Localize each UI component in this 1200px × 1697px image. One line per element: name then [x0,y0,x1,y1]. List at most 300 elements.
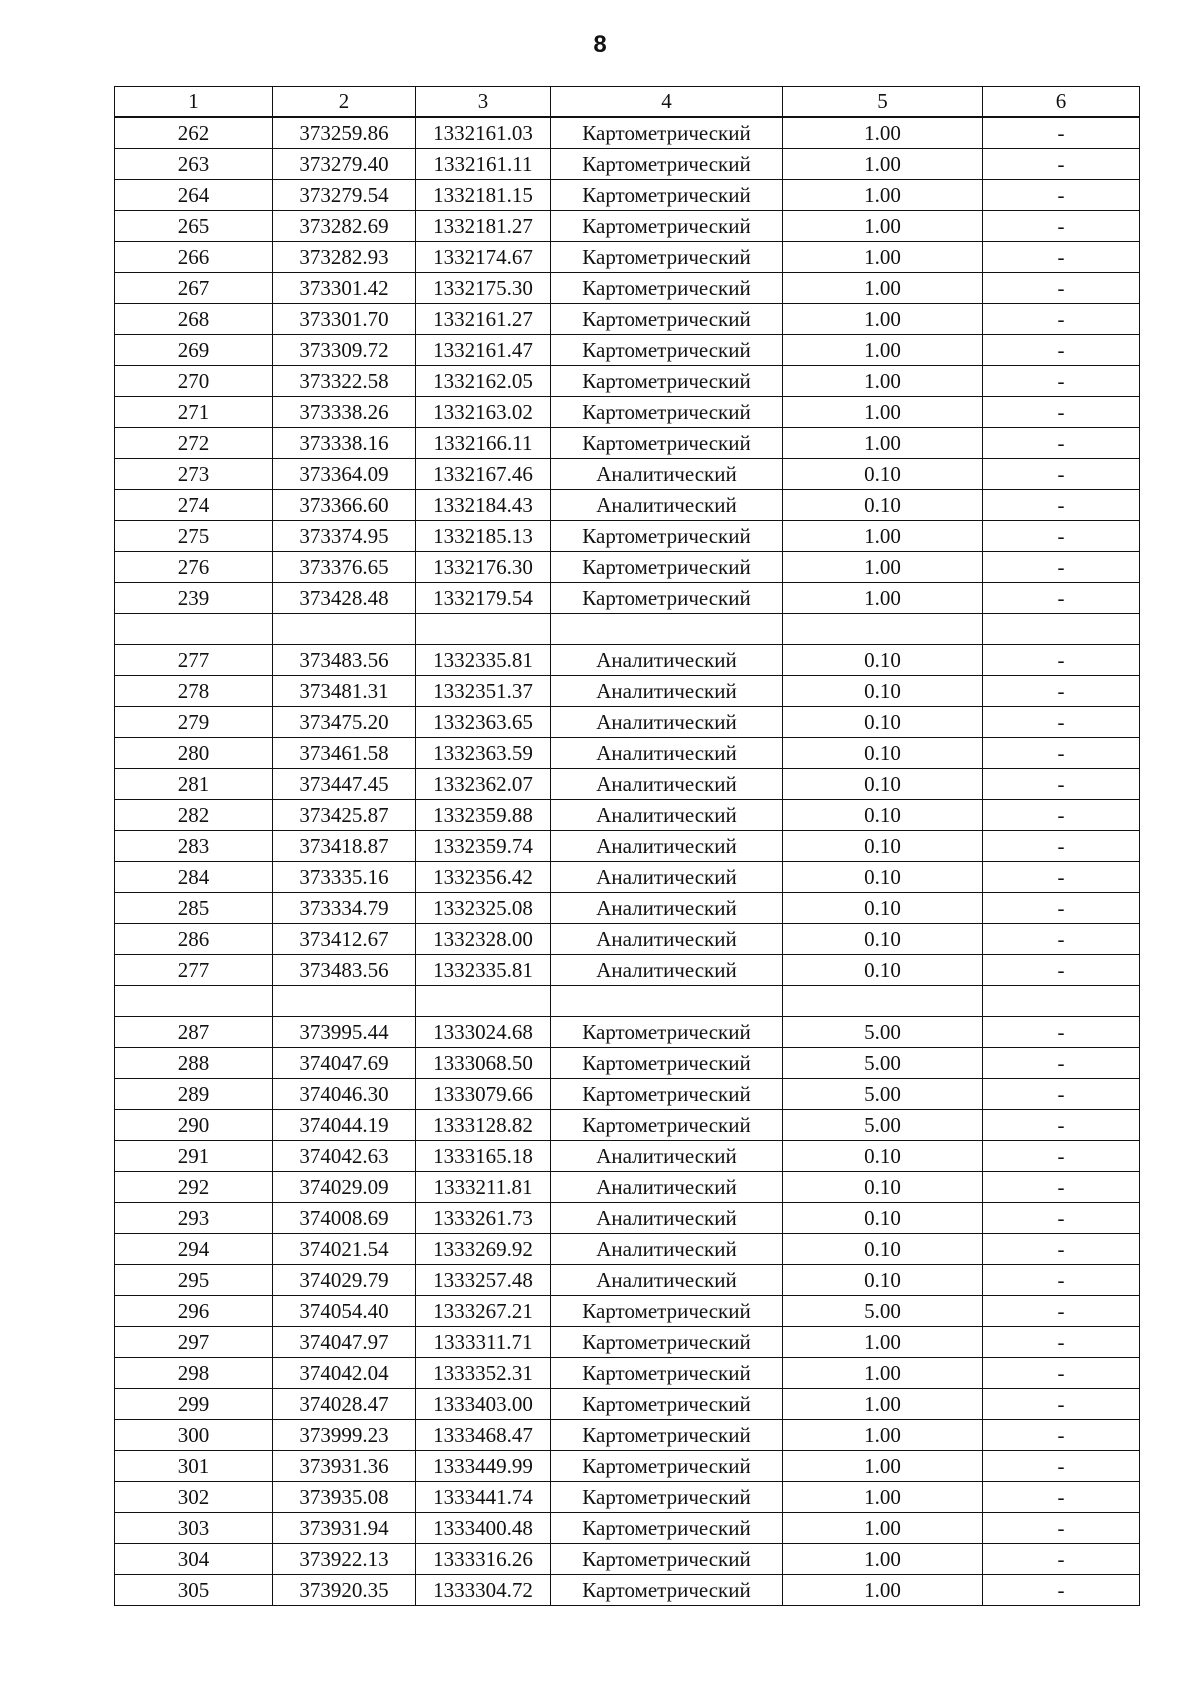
x-coordinate-cell: 374008.69 [273,1203,416,1234]
table-row [115,645,1140,676]
table-row [115,1544,1140,1575]
method-cell: Аналитический [551,676,783,707]
column-header-6: 6 [983,87,1140,118]
table-row [115,273,1140,304]
x-coordinate-cell: 373322.58 [273,366,416,397]
table-row [115,552,1140,583]
table-row [115,924,1140,955]
x-coordinate-cell: 374042.04 [273,1358,416,1389]
y-coordinate-cell: 1332325.08 [416,893,551,924]
note-cell: - [983,769,1140,800]
y-coordinate-cell: 1332335.81 [416,955,551,986]
x-coordinate-cell: 373920.35 [273,1575,416,1606]
method-cell: Аналитический [551,831,783,862]
note-cell: - [983,335,1140,366]
y-coordinate-cell: 1332161.27 [416,304,551,335]
note-cell: - [983,490,1140,521]
table-row [115,1451,1140,1482]
x-coordinate-cell: 373461.58 [273,738,416,769]
y-coordinate-cell: 1333468.47 [416,1420,551,1451]
accuracy-cell: 0.10 [783,831,983,862]
accuracy-cell: 5.00 [783,1296,983,1327]
method-cell: Картометрический [551,521,783,552]
accuracy-cell: 1.00 [783,304,983,335]
point-number-cell: 239 [115,583,273,614]
y-coordinate-cell: 1333267.21 [416,1296,551,1327]
x-coordinate-cell: 373935.08 [273,1482,416,1513]
x-coordinate-cell: 374029.79 [273,1265,416,1296]
y-coordinate-cell: 1332161.11 [416,149,551,180]
table-row [115,1296,1140,1327]
method-cell: Картометрический [551,304,783,335]
table-row [115,1265,1140,1296]
note-cell: - [983,738,1140,769]
method-cell: Аналитический [551,1234,783,1265]
y-coordinate-cell: 1333211.81 [416,1172,551,1203]
x-coordinate-cell: 374054.40 [273,1296,416,1327]
x-coordinate-cell: 373481.31 [273,676,416,707]
page-number: 8 [593,31,607,58]
accuracy-cell: 0.10 [783,955,983,986]
y-coordinate-cell: 1332362.07 [416,769,551,800]
note-cell: - [983,924,1140,955]
note-cell: - [983,428,1140,459]
y-coordinate-cell: 1333269.92 [416,1234,551,1265]
point-number-cell: 267 [115,273,273,304]
point-number-cell: 304 [115,1544,273,1575]
y-coordinate-cell: 1332363.59 [416,738,551,769]
table-row [115,1482,1140,1513]
point-number-cell: 296 [115,1296,273,1327]
accuracy-cell: 5.00 [783,1079,983,1110]
accuracy-cell: 1.00 [783,211,983,242]
note-cell: - [983,1482,1140,1513]
x-coordinate-cell [273,614,416,645]
point-number-cell: 269 [115,335,273,366]
x-coordinate-cell: 373376.65 [273,552,416,583]
accuracy-cell: 1.00 [783,335,983,366]
y-coordinate-cell: 1332161.03 [416,117,551,149]
y-coordinate-cell: 1333403.00 [416,1389,551,1420]
method-cell: Картометрический [551,1110,783,1141]
point-number-cell: 263 [115,149,273,180]
method-cell: Аналитический [551,1265,783,1296]
note-cell: - [983,1358,1140,1389]
y-coordinate-cell: 1333304.72 [416,1575,551,1606]
accuracy-cell [783,986,983,1017]
point-number-cell: 273 [115,459,273,490]
point-number-cell: 302 [115,1482,273,1513]
note-cell: - [983,1513,1140,1544]
accuracy-cell: 0.10 [783,924,983,955]
table-row [115,1203,1140,1234]
note-cell: - [983,366,1140,397]
x-coordinate-cell: 374028.47 [273,1389,416,1420]
y-coordinate-cell: 1332167.46 [416,459,551,490]
x-coordinate-cell [273,986,416,1017]
accuracy-cell: 1.00 [783,149,983,180]
accuracy-cell: 0.10 [783,707,983,738]
column-header-5: 5 [783,87,983,118]
method-cell: Аналитический [551,955,783,986]
y-coordinate-cell: 1333257.48 [416,1265,551,1296]
table-row [115,1017,1140,1048]
x-coordinate-cell: 373338.16 [273,428,416,459]
table-row [115,521,1140,552]
accuracy-cell: 1.00 [783,1327,983,1358]
point-number-cell: 277 [115,955,273,986]
y-coordinate-cell: 1332181.15 [416,180,551,211]
accuracy-cell: 1.00 [783,242,983,273]
y-coordinate-cell [416,986,551,1017]
method-cell: Картометрический [551,1451,783,1482]
point-number-cell: 305 [115,1575,273,1606]
method-cell: Аналитический [551,924,783,955]
accuracy-cell: 1.00 [783,1544,983,1575]
x-coordinate-cell: 373999.23 [273,1420,416,1451]
y-coordinate-cell: 1333068.50 [416,1048,551,1079]
method-cell: Картометрический [551,1513,783,1544]
accuracy-cell: 5.00 [783,1110,983,1141]
table-row [115,676,1140,707]
method-cell: Аналитический [551,1141,783,1172]
method-cell: Картометрический [551,149,783,180]
point-number-cell: 262 [115,117,273,149]
y-coordinate-cell: 1333024.68 [416,1017,551,1048]
method-cell [551,986,783,1017]
point-number-cell [115,986,273,1017]
method-cell: Картометрический [551,1079,783,1110]
y-coordinate-cell: 1332328.00 [416,924,551,955]
x-coordinate-cell: 374029.09 [273,1172,416,1203]
note-cell: - [983,1575,1140,1606]
table-row [115,831,1140,862]
accuracy-cell: 0.10 [783,1265,983,1296]
note-cell: - [983,1110,1140,1141]
x-coordinate-cell: 374046.30 [273,1079,416,1110]
table-row [115,397,1140,428]
method-cell: Картометрический [551,1420,783,1451]
accuracy-cell: 5.00 [783,1048,983,1079]
table-row [115,738,1140,769]
table-row [115,149,1140,180]
point-number-cell: 285 [115,893,273,924]
method-cell: Аналитический [551,738,783,769]
note-cell: - [983,1265,1140,1296]
y-coordinate-cell: 1332359.74 [416,831,551,862]
accuracy-cell: 1.00 [783,552,983,583]
x-coordinate-cell: 373301.70 [273,304,416,335]
point-number-cell: 284 [115,862,273,893]
method-cell: Аналитический [551,862,783,893]
point-number-cell: 282 [115,800,273,831]
point-number-cell: 298 [115,1358,273,1389]
method-cell: Картометрический [551,117,783,149]
table-row [115,1389,1140,1420]
point-number-cell: 292 [115,1172,273,1203]
note-cell: - [983,1079,1140,1110]
method-cell: Картометрический [551,1048,783,1079]
table-separator-row [115,614,1140,645]
accuracy-cell: 1.00 [783,1575,983,1606]
note-cell: - [983,707,1140,738]
table-row [115,955,1140,986]
x-coordinate-cell: 373374.95 [273,521,416,552]
point-number-cell: 288 [115,1048,273,1079]
point-number-cell: 277 [115,645,273,676]
method-cell: Картометрический [551,242,783,273]
point-number-cell: 299 [115,1389,273,1420]
y-coordinate-cell [416,614,551,645]
point-number-cell: 271 [115,397,273,428]
column-header-4: 4 [551,87,783,118]
x-coordinate-cell: 374021.54 [273,1234,416,1265]
note-cell: - [983,1327,1140,1358]
method-cell: Картометрический [551,366,783,397]
method-cell: Картометрический [551,1327,783,1358]
method-cell: Картометрический [551,273,783,304]
method-cell: Аналитический [551,769,783,800]
method-cell: Картометрический [551,1296,783,1327]
method-cell: Аналитический [551,645,783,676]
accuracy-cell: 1.00 [783,397,983,428]
point-number-cell: 289 [115,1079,273,1110]
x-coordinate-cell: 373425.87 [273,800,416,831]
point-number-cell: 268 [115,304,273,335]
x-coordinate-cell: 373338.26 [273,397,416,428]
method-cell: Картометрический [551,1482,783,1513]
y-coordinate-cell: 1332174.67 [416,242,551,273]
note-cell: - [983,273,1140,304]
x-coordinate-cell: 373483.56 [273,645,416,676]
accuracy-cell: 1.00 [783,521,983,552]
note-cell: - [983,149,1140,180]
point-number-cell: 300 [115,1420,273,1451]
y-coordinate-cell: 1333316.26 [416,1544,551,1575]
method-cell: Картометрический [551,1575,783,1606]
method-cell: Картометрический [551,1017,783,1048]
accuracy-cell: 1.00 [783,1389,983,1420]
accuracy-cell: 1.00 [783,1358,983,1389]
accuracy-cell: 0.10 [783,738,983,769]
x-coordinate-cell: 373279.40 [273,149,416,180]
point-number-cell: 280 [115,738,273,769]
y-coordinate-cell: 1332161.47 [416,335,551,366]
accuracy-cell: 1.00 [783,117,983,149]
note-cell [983,986,1140,1017]
accuracy-cell: 1.00 [783,273,983,304]
method-cell: Аналитический [551,1172,783,1203]
note-cell: - [983,955,1140,986]
table-row [115,1358,1140,1389]
y-coordinate-cell: 1332175.30 [416,273,551,304]
accuracy-cell: 0.10 [783,1234,983,1265]
table-row [115,862,1140,893]
point-number-cell: 278 [115,676,273,707]
note-cell: - [983,180,1140,211]
x-coordinate-cell: 373282.93 [273,242,416,273]
accuracy-cell: 1.00 [783,1420,983,1451]
accuracy-cell: 1.00 [783,428,983,459]
table-row [115,366,1140,397]
accuracy-cell: 1.00 [783,366,983,397]
accuracy-cell: 1.00 [783,180,983,211]
point-number-cell: 301 [115,1451,273,1482]
y-coordinate-cell: 1332166.11 [416,428,551,459]
table-row [115,1048,1140,1079]
header-row [115,87,1140,118]
y-coordinate-cell: 1332162.05 [416,366,551,397]
note-cell: - [983,397,1140,428]
table-row [115,459,1140,490]
method-cell: Аналитический [551,490,783,521]
y-coordinate-cell: 1333400.48 [416,1513,551,1544]
accuracy-cell: 1.00 [783,1482,983,1513]
method-cell: Аналитический [551,459,783,490]
note-cell [983,614,1140,645]
point-number-cell: 276 [115,552,273,583]
point-number-cell: 281 [115,769,273,800]
accuracy-cell: 1.00 [783,583,983,614]
method-cell: Картометрический [551,1544,783,1575]
point-number-cell: 294 [115,1234,273,1265]
table-row [115,180,1140,211]
note-cell: - [983,459,1140,490]
note-cell: - [983,831,1140,862]
table-row [115,304,1140,335]
y-coordinate-cell: 1332359.88 [416,800,551,831]
method-cell: Картометрический [551,1389,783,1420]
note-cell: - [983,1203,1140,1234]
x-coordinate-cell: 373428.48 [273,583,416,614]
y-coordinate-cell: 1332181.27 [416,211,551,242]
y-coordinate-cell: 1333441.74 [416,1482,551,1513]
table-row [115,1513,1140,1544]
point-number-cell: 270 [115,366,273,397]
point-number-cell: 266 [115,242,273,273]
table-row [115,1141,1140,1172]
table-row [115,490,1140,521]
table-row [115,707,1140,738]
note-cell: - [983,1451,1140,1482]
point-number-cell: 283 [115,831,273,862]
x-coordinate-cell: 374047.69 [273,1048,416,1079]
accuracy-cell: 1.00 [783,1451,983,1482]
method-cell: Картометрический [551,180,783,211]
x-coordinate-cell: 374042.63 [273,1141,416,1172]
accuracy-cell: 0.10 [783,862,983,893]
coordinates-table [114,86,1140,1606]
point-number-cell: 275 [115,521,273,552]
note-cell: - [983,1141,1140,1172]
note-cell: - [983,1389,1140,1420]
accuracy-cell: 0.10 [783,490,983,521]
table-row [115,1110,1140,1141]
note-cell: - [983,1234,1140,1265]
x-coordinate-cell: 374044.19 [273,1110,416,1141]
point-number-cell: 290 [115,1110,273,1141]
table-row [115,893,1140,924]
accuracy-cell: 5.00 [783,1017,983,1048]
y-coordinate-cell: 1332356.42 [416,862,551,893]
method-cell: Аналитический [551,707,783,738]
note-cell: - [983,583,1140,614]
table-separator-row [115,986,1140,1017]
table-header [115,87,1140,118]
method-cell: Картометрический [551,552,783,583]
note-cell: - [983,304,1140,335]
point-number-cell: 295 [115,1265,273,1296]
y-coordinate-cell: 1333079.66 [416,1079,551,1110]
y-coordinate-cell: 1332363.65 [416,707,551,738]
note-cell: - [983,1048,1140,1079]
note-cell: - [983,800,1140,831]
accuracy-cell: 0.10 [783,676,983,707]
point-number-cell: 287 [115,1017,273,1048]
accuracy-cell: 0.10 [783,1203,983,1234]
table-body [115,117,1140,1606]
point-number-cell [115,614,273,645]
x-coordinate-cell: 373995.44 [273,1017,416,1048]
note-cell: - [983,1420,1140,1451]
note-cell: - [983,211,1140,242]
note-cell: - [983,521,1140,552]
point-number-cell: 303 [115,1513,273,1544]
note-cell: - [983,1017,1140,1048]
accuracy-cell: 1.00 [783,1513,983,1544]
accuracy-cell [783,614,983,645]
method-cell: Аналитический [551,893,783,924]
x-coordinate-cell: 373309.72 [273,335,416,366]
method-cell: Картометрический [551,428,783,459]
table-row [115,211,1140,242]
method-cell: Картометрический [551,583,783,614]
x-coordinate-cell: 373364.09 [273,459,416,490]
x-coordinate-cell: 374047.97 [273,1327,416,1358]
x-coordinate-cell: 373447.45 [273,769,416,800]
method-cell: Картометрический [551,397,783,428]
table-row [115,800,1140,831]
note-cell: - [983,1296,1140,1327]
x-coordinate-cell: 373475.20 [273,707,416,738]
x-coordinate-cell: 373931.94 [273,1513,416,1544]
y-coordinate-cell: 1333165.18 [416,1141,551,1172]
x-coordinate-cell: 373301.42 [273,273,416,304]
y-coordinate-cell: 1332176.30 [416,552,551,583]
point-number-cell: 297 [115,1327,273,1358]
method-cell [551,614,783,645]
point-number-cell: 286 [115,924,273,955]
table-row [115,1234,1140,1265]
y-coordinate-cell: 1332184.43 [416,490,551,521]
y-coordinate-cell: 1332185.13 [416,521,551,552]
method-cell: Картометрический [551,1358,783,1389]
y-coordinate-cell: 1333261.73 [416,1203,551,1234]
note-cell: - [983,117,1140,149]
point-number-cell: 279 [115,707,273,738]
point-number-cell: 291 [115,1141,273,1172]
note-cell: - [983,1172,1140,1203]
x-coordinate-cell: 373259.86 [273,117,416,149]
accuracy-cell: 0.10 [783,769,983,800]
x-coordinate-cell: 373412.67 [273,924,416,955]
x-coordinate-cell: 373483.56 [273,955,416,986]
x-coordinate-cell: 373931.36 [273,1451,416,1482]
table-row [115,1420,1140,1451]
table-row [115,583,1140,614]
method-cell: Картометрический [551,335,783,366]
accuracy-cell: 0.10 [783,1172,983,1203]
